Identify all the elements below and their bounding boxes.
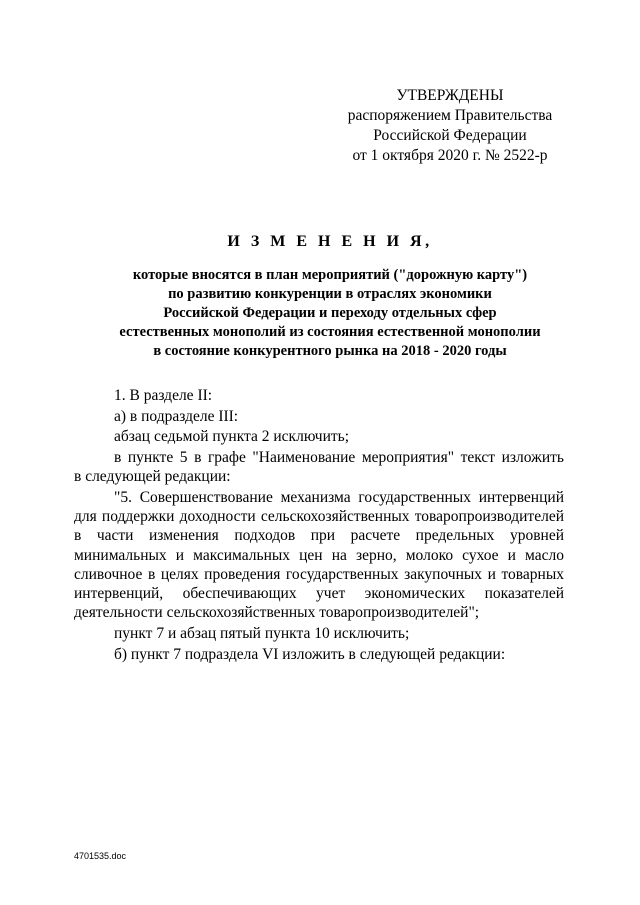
subtitle-line: естественных монополий из состояния естественной монополии xyxy=(119,324,541,340)
paragraph-line: в пункте 5 в графе "Наименование мероприятия" текст изложить xyxy=(114,449,564,467)
subtitle-line: которые вносятся в план мероприятий ("дорожную карту") xyxy=(132,267,528,283)
paragraph-line: в части изменения подходов при расчете предельных уровней xyxy=(74,527,564,545)
document-body xyxy=(74,386,564,664)
paragraph-line: для поддержки доходности сельскохозяйственных товаропроизводителей xyxy=(74,508,564,526)
subtitle-line: Российской Федерации и переходу отдельных сфер xyxy=(163,305,497,321)
paragraph-delete-item-7: пункт 7 и абзац пятый пункта 10 исключить; xyxy=(114,624,410,642)
paragraph-line: в следующей редакции: xyxy=(74,468,231,486)
paragraph-line: "5. Совершенствование механизма государственных интервенций xyxy=(114,489,564,507)
paragraph-line: интервенций, обеспечивающих учет экономических показателей xyxy=(74,585,564,603)
paragraph-line: минимальных и максимальных цен на зерно, молоко сухое и масло xyxy=(74,546,564,564)
paragraph-section-ii: 1. В разделе II: xyxy=(114,387,213,404)
paragraph-subsection-iii: а) в подразделе III: xyxy=(114,407,239,425)
paragraph-subsection-vi: б) пункт 7 подраздела VI изложить в следующей редакции: xyxy=(114,645,506,663)
subtitle-line: по развитию конкуренции в отраслях экономики xyxy=(168,286,492,302)
approval-line-3: от 1 октября 2020 г. № 2522-р xyxy=(352,147,548,164)
document-title-block xyxy=(60,232,600,361)
footer-doc-id: 4701535.doc xyxy=(74,851,127,861)
approval-heading: УТВЕРЖДЕНЫ xyxy=(396,87,504,104)
approval-block xyxy=(330,86,570,166)
paragraph-new-item-5-text xyxy=(74,488,564,622)
approval-line-1: распоряжением Правительства xyxy=(347,107,553,124)
paragraph-item-5 xyxy=(74,448,564,486)
paragraph-line: сливочное в целях проведения государственных закупочных и товарных xyxy=(74,565,564,583)
document-subtitle xyxy=(60,266,600,361)
subtitle-line: в состояние конкурентного рынка на 2018 - 2020 годы xyxy=(153,343,507,359)
approval-line-2: Российской Федерации xyxy=(373,127,527,144)
paragraph-line: деятельности сельскохозяйственных товаропроизводителей"; xyxy=(74,604,480,622)
document-title: И З М Е Н Е Н И Я, xyxy=(227,233,433,250)
paragraph-delete-item-2: абзац седьмой пункта 2 исключить; xyxy=(114,428,350,446)
